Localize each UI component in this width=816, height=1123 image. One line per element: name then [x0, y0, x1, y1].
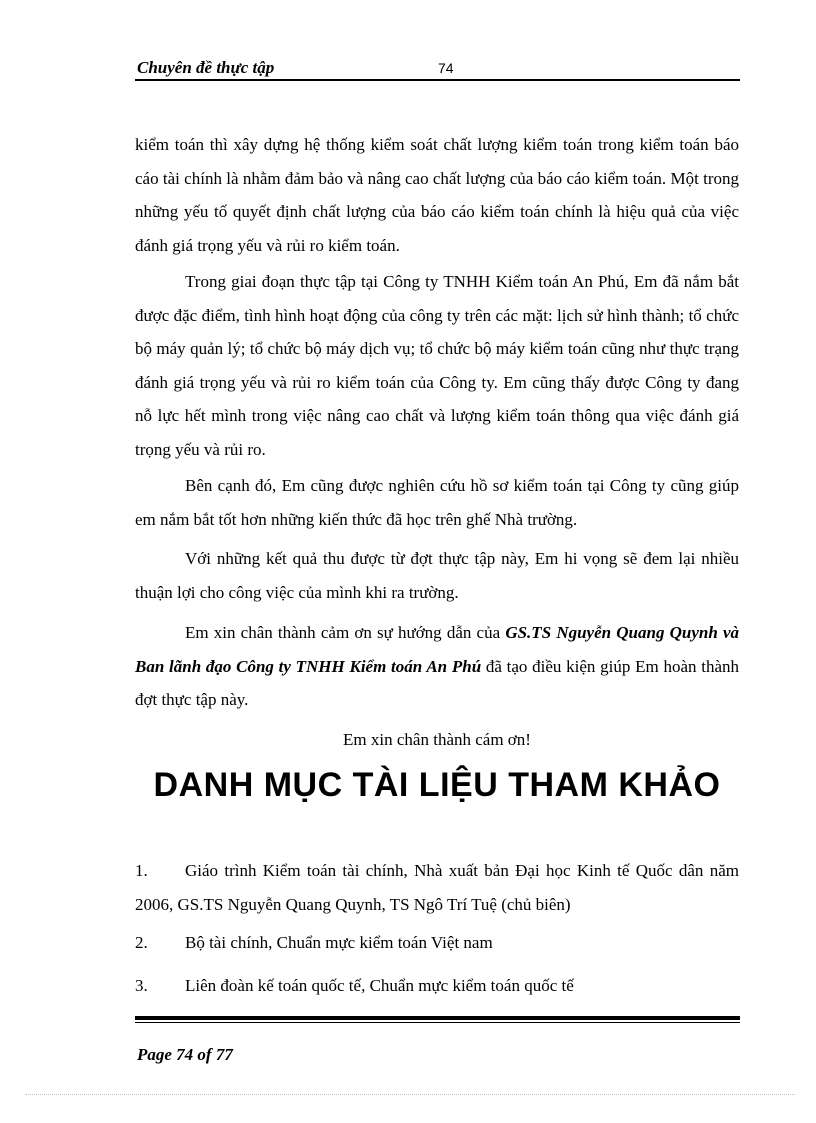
reference-number: 2. [135, 933, 148, 952]
reference-item-3 [135, 969, 739, 1003]
paragraph-4: Với những kết quả thu được từ đợt thực tập này, Em hi vọng sẽ đem lại nhiều thuận lợi cho công việc của mình khi ra trường. [135, 549, 739, 602]
page-edge-divider [25, 1094, 795, 1095]
reference-text: Liên đoàn kế toán quốc tế, Chuẩn mực kiểm toán quốc tế [185, 976, 574, 995]
closing-line: Em xin chân thành cám ơn! [343, 730, 531, 749]
footer-page-label: Page 74 of 77 [137, 1045, 233, 1064]
paragraph-5-emphasis: GS.TS Nguyễn Quang Quynh và Ban lãnh đạo Công ty TNHH Kiểm toán An Phú [135, 623, 740, 676]
reference-item-2 [135, 926, 739, 960]
paragraph-3: Bên cạnh đó, Em cũng được nghiên cứu hồ sơ kiểm toán tại Công ty cũng giúp em nắm bắt tốt hơn những kiến thức đã học trên ghế Nhà trường. [135, 476, 739, 529]
paragraph-5 [135, 616, 739, 717]
header-title: Chuyên đề thực tập [137, 58, 275, 77]
reference-number: 3. [135, 976, 148, 995]
header-page-number: 74 [438, 60, 454, 76]
reference-item-1 [135, 854, 739, 922]
reference-text: Bộ tài chính, Chuẩn mực kiểm toán Việt nam [185, 933, 493, 952]
footer-rule-thick [135, 1016, 740, 1020]
reference-text: Giáo trình Kiểm toán tài chính, Nhà xuất bản Đại học Kinh tế Quốc dân năm 2006, GS.TS Nguyễn Quang Quynh, TS Ngô Trí Tuệ (chủ biên) [135, 861, 739, 914]
paragraph-5-lead: Em xin chân thành cảm ơn sự hướng dẫn của [185, 623, 506, 642]
paragraph-2: Trong giai đoạn thực tập tại Công ty TNHH Kiểm toán An Phú, Em đã nắm bắt được đặc điểm, tình hình hoạt động của công ty trên các mặt: lịch sử hình thành; tổ chức bộ máy quản lý; tổ chức bộ máy dịch vụ; tổ chức bộ máy kiểm toán cũng như thực trạng đánh giá trọng yếu và rủi ro kiểm toán của Công ty. Em cũng thấy được Công ty đang nỗ lực hết mình trong việc nâng cao chất và lượng kiểm toán thông qua việc đánh giá trọng yếu và rủi ro. [135, 272, 739, 459]
references-title: DANH MỤC TÀI LIỆU THAM KHẢO [153, 766, 721, 804]
header-rule [135, 79, 740, 81]
footer-rule-thin [135, 1022, 740, 1023]
paragraph-1: kiểm toán thì xây dựng hệ thống kiểm soát chất lượng kiểm toán trong kiểm toán báo cáo tài chính là nhằm đảm bảo và nâng cao chất lượng của báo cáo kiểm toán. Một trong những yếu tố quyết định chất lượng của báo cáo kiểm toán chính là hiệu quả của việc đánh giá trọng yếu và rủi ro kiểm toán. [135, 135, 739, 255]
paragraph-5-tail: đã tạo điều kiện giúp Em hoàn thành đợt thực tập này. [135, 656, 740, 709]
reference-number: 1. [135, 861, 148, 880]
